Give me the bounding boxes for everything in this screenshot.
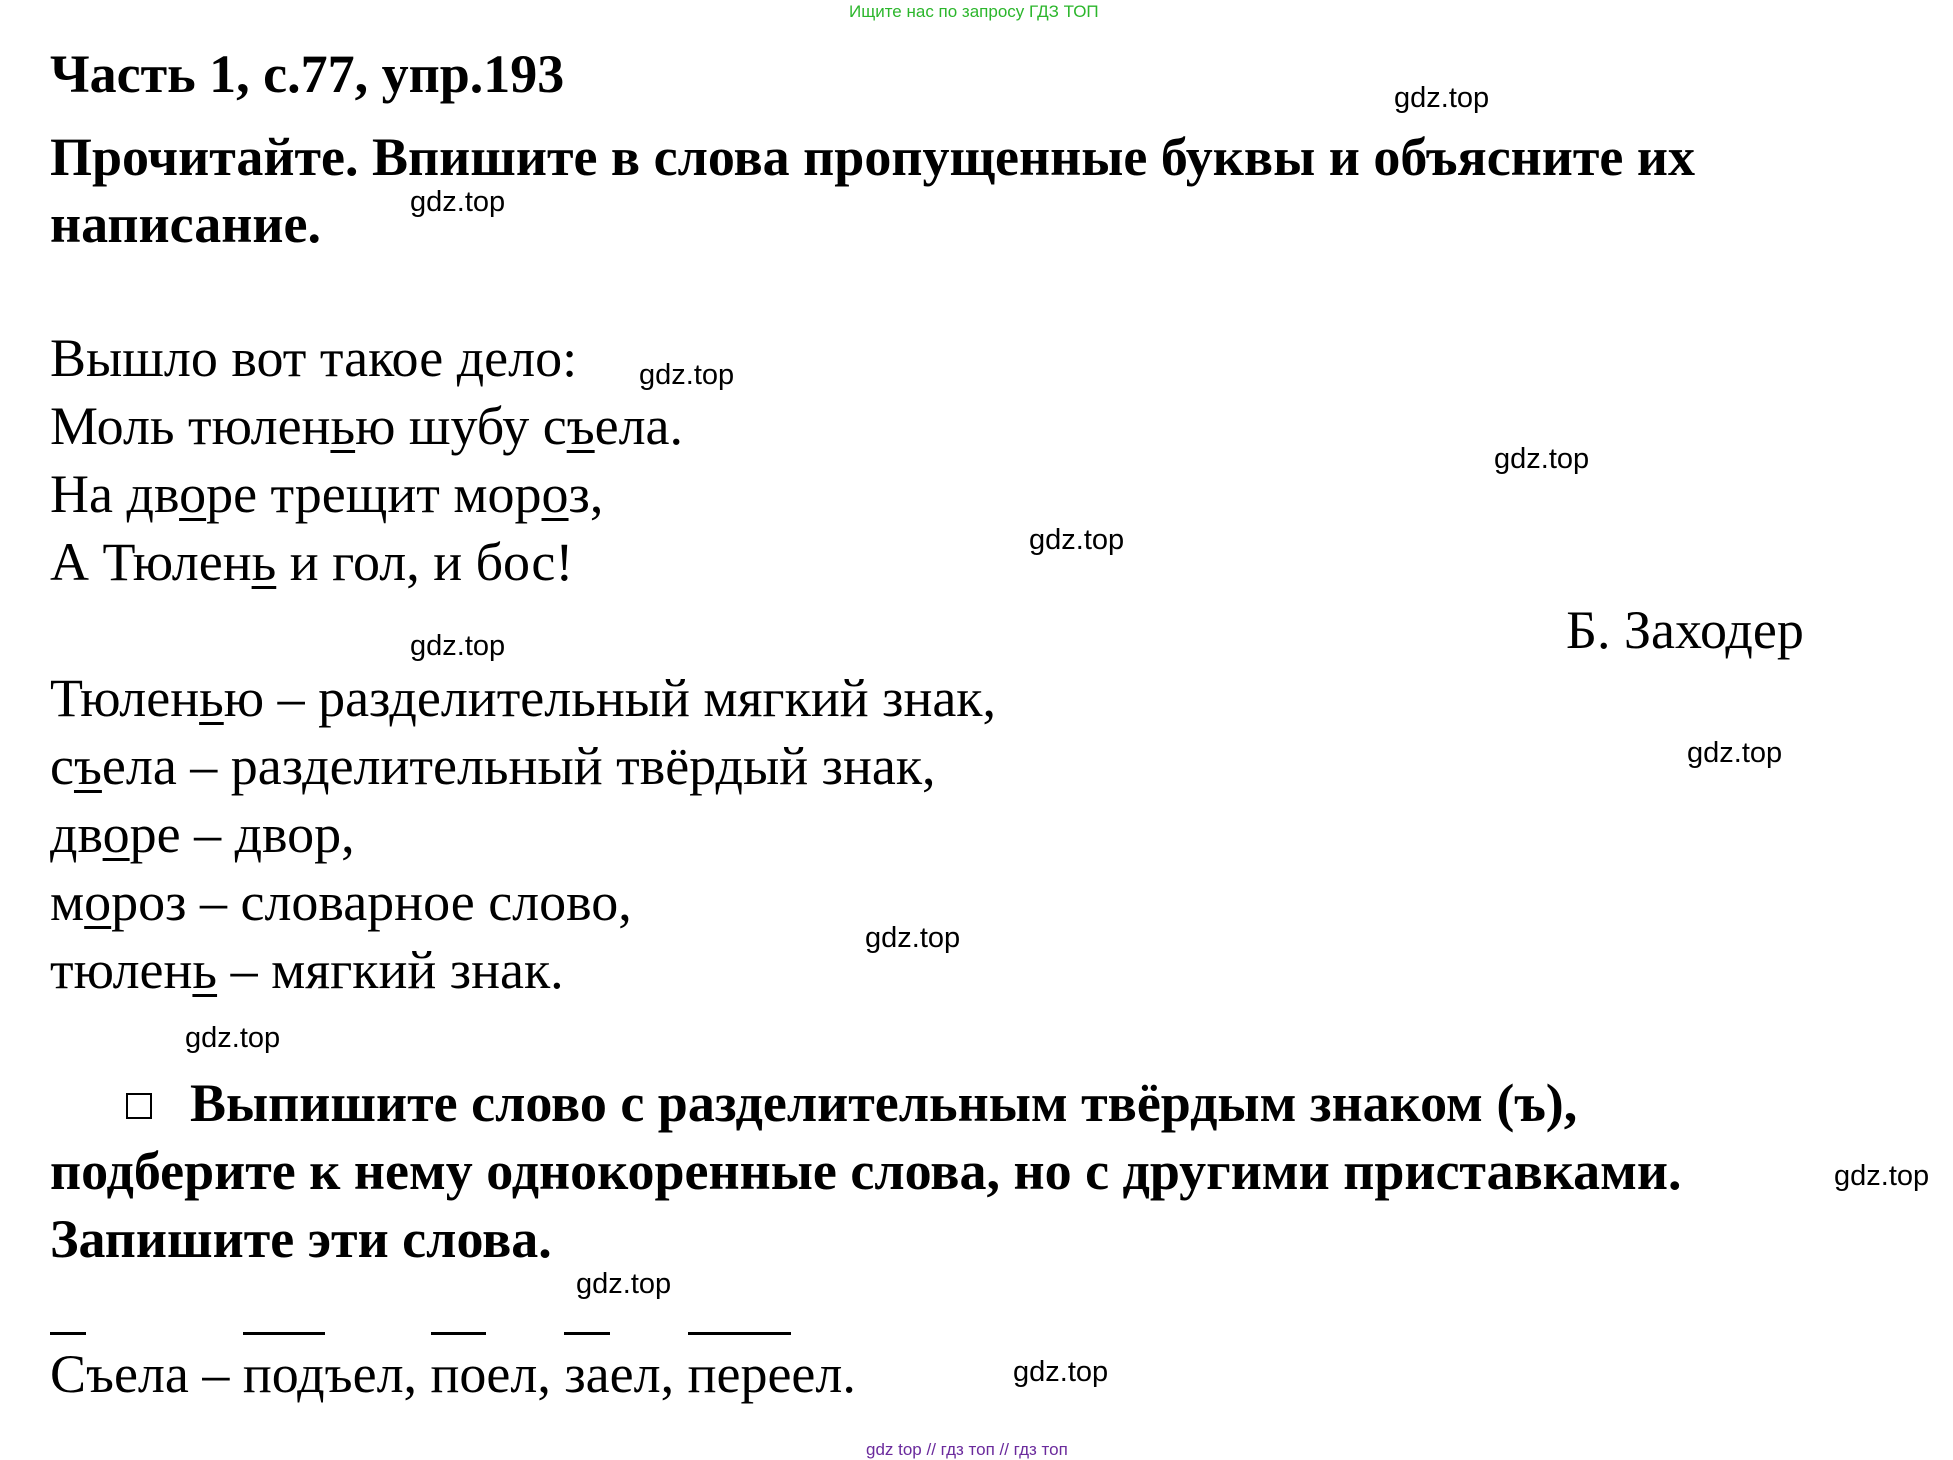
task-text-line-1: Прочитайте. Впишите в слова пропущенные буквы и объясните их: [50, 127, 1695, 187]
watermark: gdz.top: [1494, 443, 1590, 475]
watermark: gdz.top: [865, 922, 961, 954]
poem-line-2: Моль тюленью шубу съела.: [50, 396, 684, 456]
answer-line-1: Тюленью – разделительный мягкий знак,: [50, 668, 997, 728]
poem-author: Б. Заходер: [1566, 600, 1804, 660]
answer-line-2: съела – разделительный твёрдый знак,: [50, 736, 936, 796]
poem-line-4: А Тюлень и гол, и бос!: [50, 532, 574, 592]
task2-line-1: Выпишите слово с разделительным твёрдым знаком (ъ),: [126, 1069, 1577, 1137]
answer-line-4: мороз – словарное слово,: [50, 872, 632, 932]
checkbox-icon: [126, 1093, 152, 1119]
bottom-banner[interactable]: gdz top // гдз топ // гдз топ: [866, 1440, 1068, 1459]
watermark: gdz.top: [1029, 524, 1125, 556]
answer-line-5: тюлень – мягкий знак.: [50, 940, 564, 1000]
watermark: gdz.top: [410, 186, 506, 218]
watermark: gdz.top: [1834, 1160, 1930, 1192]
watermark: gdz.top: [639, 359, 735, 391]
task2-line-3: Запишите эти слова.: [50, 1209, 552, 1269]
watermark: gdz.top: [410, 630, 506, 662]
watermark: gdz.top: [1394, 82, 1490, 114]
watermark: gdz.top: [576, 1268, 672, 1300]
watermark: gdz.top: [1013, 1356, 1109, 1388]
task2-line-2: подберите к нему однокоренные слова, но с другими приставками.: [50, 1141, 1682, 1201]
top-banner[interactable]: Ищите нас по запросу ГДЗ ТОП: [849, 2, 1099, 21]
final-answer: Съела – подъел, поел, заел, переел.: [50, 1340, 856, 1408]
page-title: Часть 1, с.77, упр.193: [50, 44, 565, 104]
poem-line-3: На дворе трещит мороз,: [50, 464, 604, 524]
watermark: gdz.top: [1687, 737, 1783, 769]
watermark: gdz.top: [185, 1022, 281, 1054]
poem-line-1: Вышло вот такое дело:: [50, 328, 578, 388]
task-text-line-2: написание.: [50, 194, 321, 254]
answer-line-3: дворе – двор,: [50, 804, 355, 864]
